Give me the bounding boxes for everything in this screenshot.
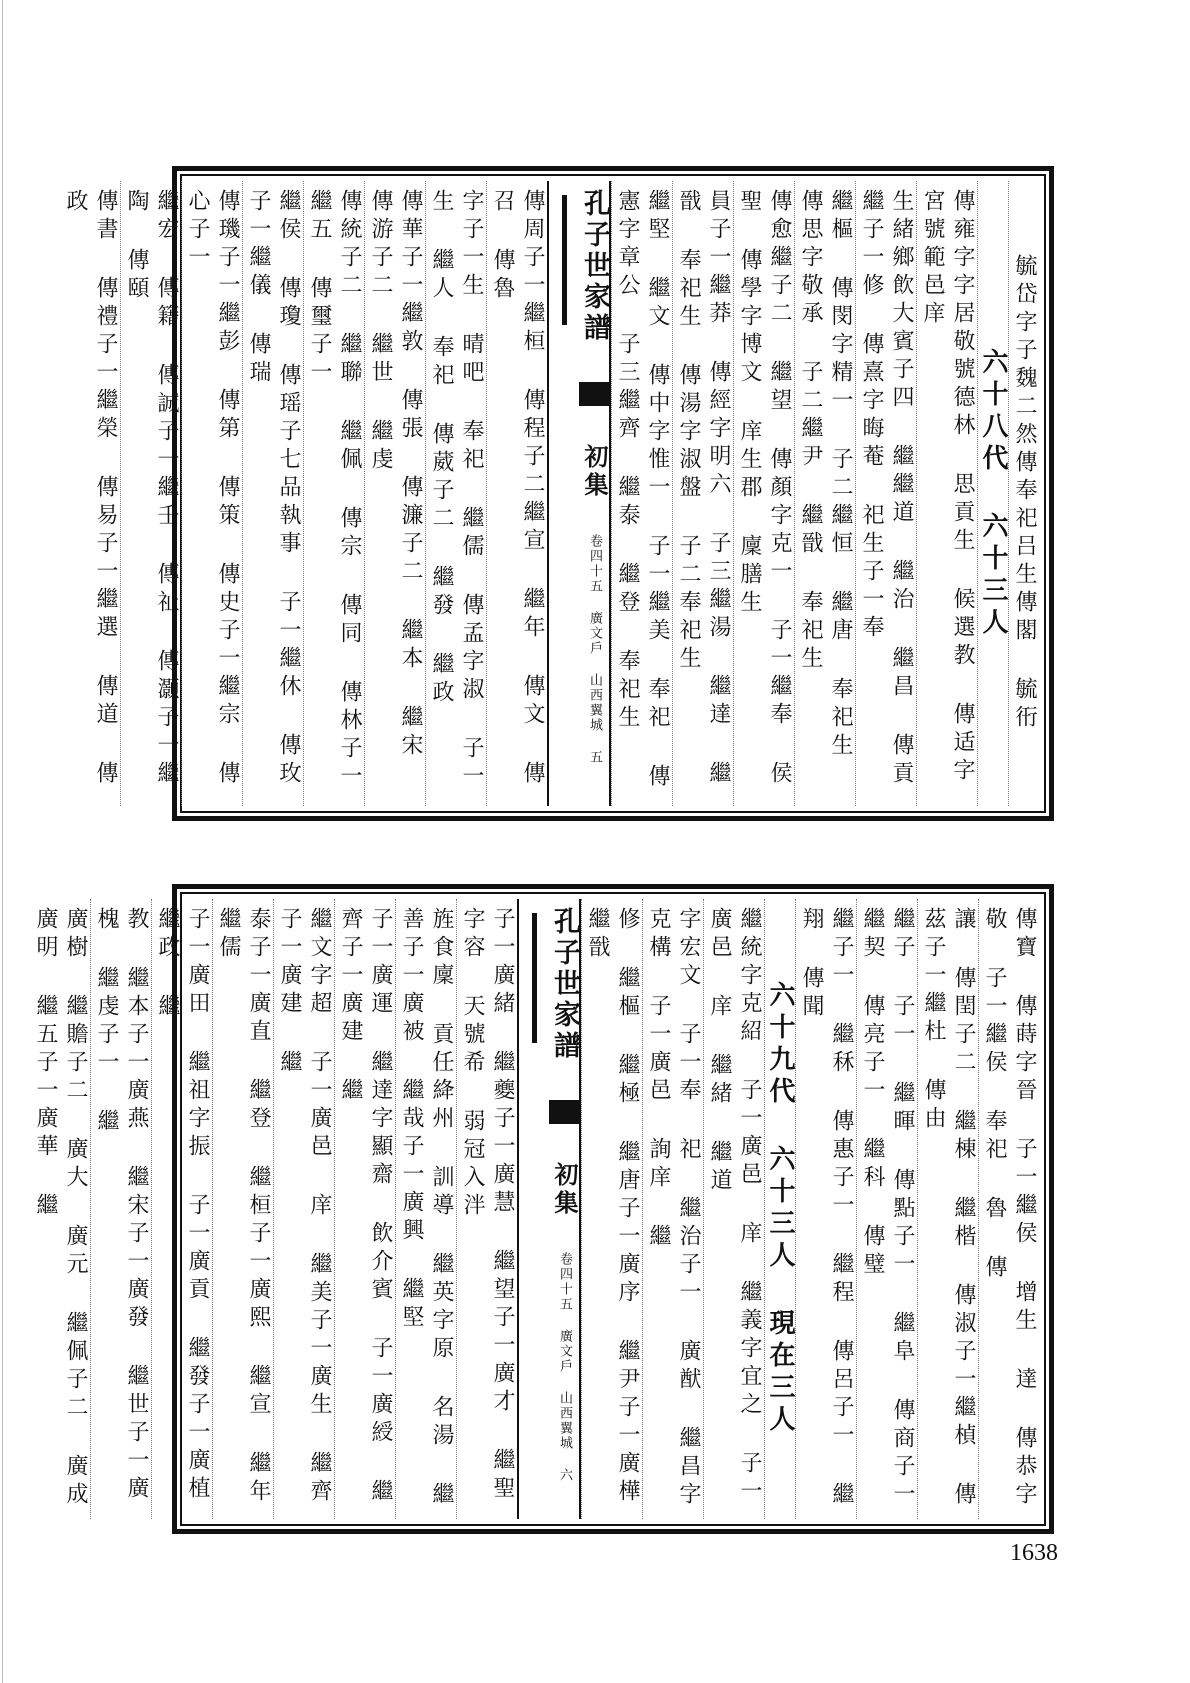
book-subtitle: 初集 [550,1162,579,1218]
register-column: 旌食廩 貢任絳州 訓導 繼英字原 名湯 繼善子一廣被 繼哉子一廣興 繼堅 [395,899,456,1519]
register-column: 修 繼樞 繼極 繼唐子一廣序 繼尹子一廣樺 繼戩 [581,899,642,1519]
register-column: 子一廣運 繼達字顯齋 飲介賓 子一廣綬 繼齊子一廣建 繼 [334,899,395,1519]
register-column: 毓岱字子魏二然傳奉祀吕生傳閣 毓衎 [1008,181,1039,806]
spine-ornament [579,382,609,406]
register-column: 廣樹 繼贍子二 廣大 廣元 繼佩子二 廣成 廣明 繼五子一廣華 繼 [33,907,88,1510]
register-column: 員子一繼莽 傳經字明六 子三繼湯 繼達 繼戩 奉祀生 傳湯字淑盤 子二奉祀生 [672,181,733,806]
register-column: 傳書 傳禮子一繼榮 傳易子一繼選 傳道 傳政 [63,189,118,789]
page-edge [2,0,3,1683]
register-column: 傳周子一繼桓 傳程子二繼宣 繼年 傳文 傳召 傳魯 [486,181,547,806]
register-column: 繼統字克紹 子一廣邑 庠 繼義字宜之 子一廣邑 庠 繼緒 繼道 [703,899,764,1519]
book-subtitle: 初集 [580,444,609,500]
register-column: 生緒鄉飲大賓子四 繼繼道 繼治 繼昌 傳貢繼子一修 傳熹字晦菴 祀生子一奉 [855,181,916,806]
generation-heading: 六十八代 六十三人 [977,181,1008,806]
center-spine [517,899,581,1519]
book-title: 孔子世家譜 [579,189,610,344]
register-column: 繼堅 繼文 傳中字惟一 子一繼美 奉祀 傳憲字章公 子三繼齊 繼泰 繼登 奉祀生 [611,181,672,806]
register-column: 傳璣子一繼彭 傳第 傳策 傳史子一繼宗 傳心子一 [181,181,242,806]
register-column: 繼侯 傳瓊 傳瑶子七品執事 子一繼休 傳玫子一繼儀 傳瑞 [242,181,303,806]
register-column: 字子一生 晴吧 奉祀 繼儒 傳孟字淑 子一生 繼人 奉祀 傳葳子二 繼發 繼政 [425,181,486,806]
spine-line [532,913,537,1043]
register-column: 傳統子二 繼聯 繼佩 傳宗 傳同 傳林子一繼五 傳璽子一 [303,181,364,806]
page-number: 1638 [1010,1540,1058,1566]
register-column: 泰子一廣直 繼登 繼桓子一廣熙 繼宣 繼年 繼儒 [212,899,273,1519]
spine-line [562,195,567,325]
register-column: 繼宏 傳籍 傳誠子一繼壬 傳祉 傳灝子一繼陶 傳頤 [120,181,181,806]
register-column: 子一廣田 繼祖字振 子一廣貢 繼發子一廣植 繼政 繼 [151,899,212,1519]
spine-ornament [549,1100,579,1124]
register-panel-bottom [33,884,1054,1534]
register-columns-top [63,181,1039,806]
register-column: 傳雍字字居敬號德林 思貢生 候選教 傳适字宮號範邑庠 [916,181,977,806]
register-column: 傳寶 傳蒔字晉 子一繼侯 增生 達 傳恭字敬 子一繼侯 奉祀 魯 傳 [978,899,1039,1519]
register-column: 傳華子一繼敦 傳張 傳濂子二 繼本 繼宋 傳游子二 繼世 繼虔 [364,181,425,806]
section-reference: 卷四十五 廣文戶 山西翼城 五 [587,534,602,765]
book-title: 孔子世家譜 [549,907,580,1062]
register-column: 傳愈繼子二 繼望 傳顏字克一 子一繼奉 侯聖 傳學字博文 庠生郡 廩膳生 [733,181,794,806]
register-panel-top [63,166,1054,821]
register-column: 教 繼本子一廣燕 繼宋子一廣發 繼世子一廣槐 繼虔子一 繼 [90,899,151,1519]
register-column: 繼文字超 子一廣邑 庠 繼美子一廣生 繼齊子一廣建 繼 [273,899,334,1519]
register-column: 繼子一 繼秝 傳惠子一 繼程 傳呂子一 繼翔 傳聞 [795,899,856,1519]
register-column: 讓 傳閏子二 繼棟 繼楷 傳淑子一繼楨 傳茲子一繼杜 傳由 [917,899,978,1519]
section-reference: 卷四十五 廣文戶 山西翼城 六 [557,1252,572,1483]
register-column: 子一廣緒 繼夔子一廣慧 繼望子一廣才 繼聖字容 天號希 弱冠入泮 [456,899,517,1519]
center-spine [547,181,611,806]
register-column: 繼樞 傳閔字精一 子二繼恒 繼唐 奉祀生 傳思字敬承 子二繼尹 繼戩 奉祀生 [794,181,855,806]
register-column: 繼子 子一 繼暉 傳點子一 繼阜 傳商子一 繼契 傳亮子一 繼科 傳璧 [856,899,917,1519]
register-columns-bottom [33,899,1039,1519]
generation-heading: 六十九代 六十三人 現在三人 [764,899,795,1519]
register-column: 字宏文 子一奉 祀 繼治子一 廣猷 繼昌字克構 子一廣邑 詢庠 繼 [642,899,703,1519]
